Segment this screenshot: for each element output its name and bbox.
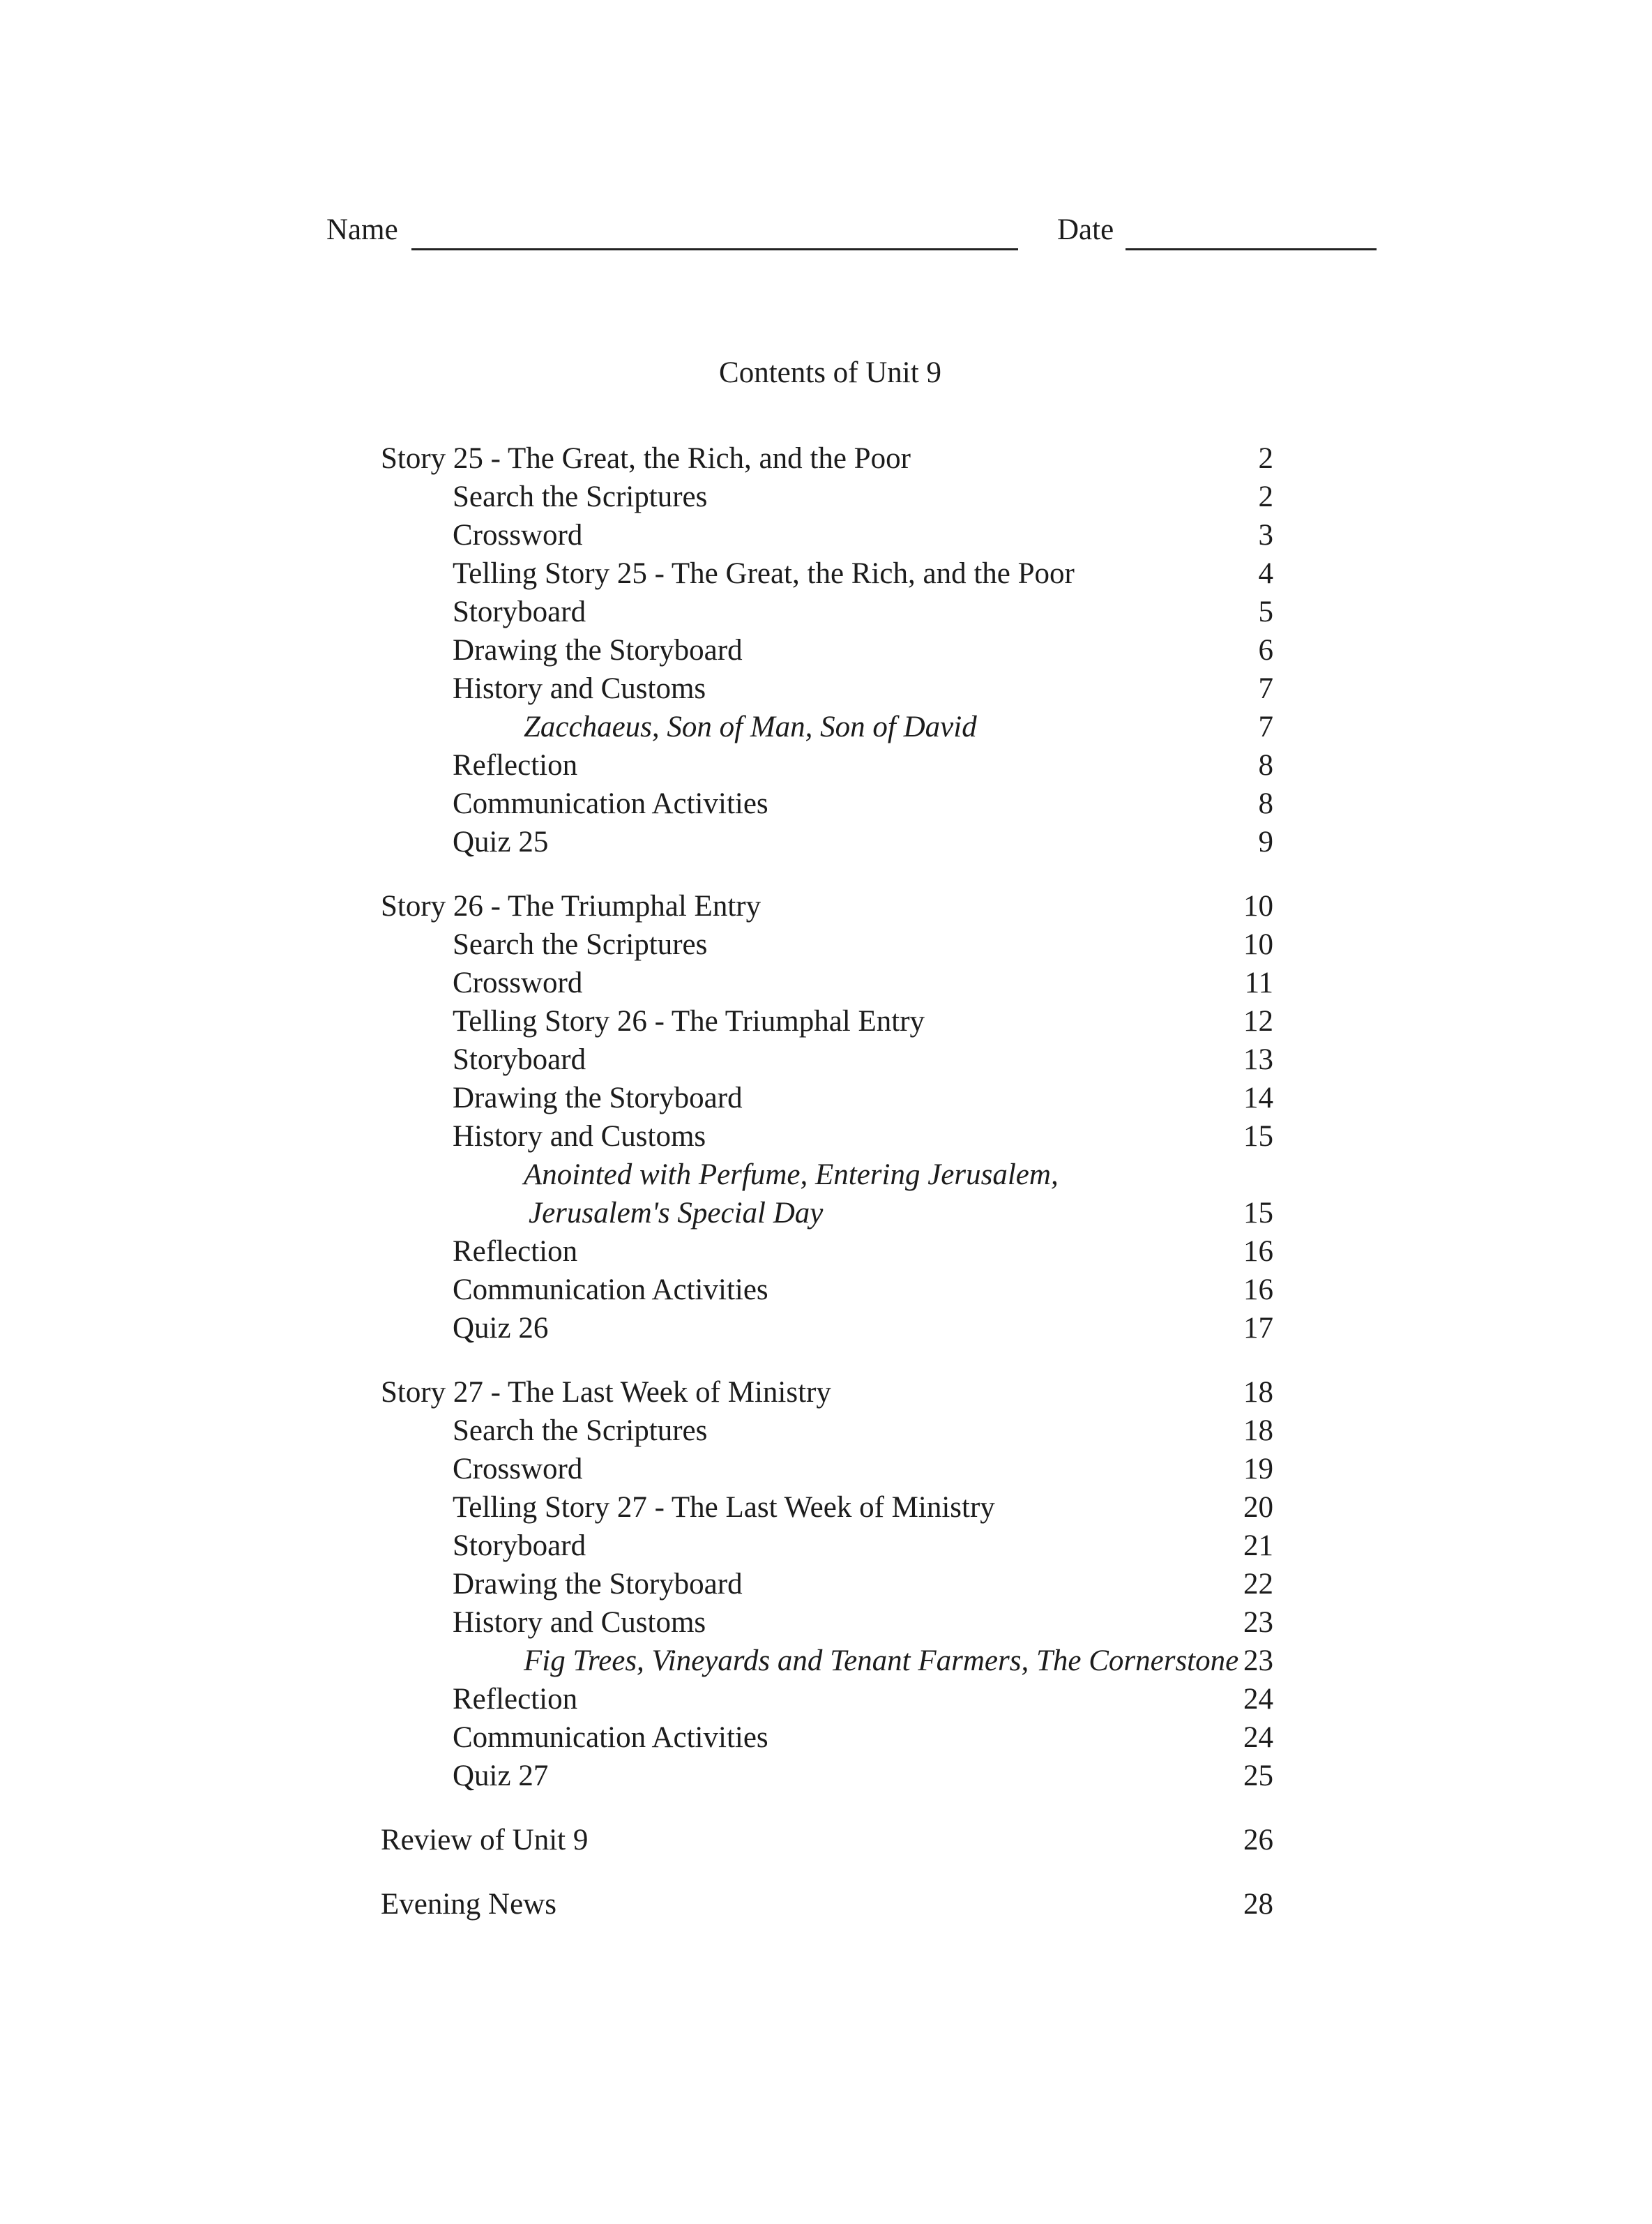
toc-entry bbox=[381, 1117, 1273, 1156]
toc-page-number: 24 bbox=[1243, 1683, 1273, 1716]
page-title: Contents of Unit 9 bbox=[719, 356, 941, 389]
toc-subentry bbox=[381, 708, 1273, 746]
toc-entry-title: Reflection bbox=[453, 1235, 578, 1268]
toc-entry-title: Evening News bbox=[381, 1888, 556, 1921]
toc-entry bbox=[381, 1718, 1273, 1757]
toc-entry bbox=[381, 1680, 1273, 1718]
toc-entry-title: Crossword bbox=[453, 519, 583, 552]
toc-subentry bbox=[381, 1156, 1273, 1194]
toc-entry-title: Communication Activities bbox=[453, 787, 768, 820]
date-label: Date bbox=[1057, 213, 1114, 246]
toc-page-number: 16 bbox=[1243, 1235, 1273, 1268]
toc-page-number: 22 bbox=[1243, 1568, 1273, 1601]
toc-section-entry bbox=[381, 439, 1273, 478]
toc-entry-title: Storyboard bbox=[453, 1043, 586, 1076]
toc-page-number: 5 bbox=[1258, 596, 1273, 628]
toc-subentry bbox=[381, 1642, 1273, 1680]
toc-entry-title: History and Customs bbox=[453, 672, 706, 705]
toc-page-number: 10 bbox=[1243, 890, 1273, 923]
header-fields bbox=[326, 209, 1377, 258]
toc-page-number: 8 bbox=[1258, 749, 1273, 782]
toc-page-number: 28 bbox=[1243, 1888, 1273, 1921]
toc-entry bbox=[381, 925, 1273, 964]
toc-entry-title: Drawing the Storyboard bbox=[453, 1568, 743, 1601]
toc-entry bbox=[381, 1450, 1273, 1488]
toc-entry-title: Story 27 - The Last Week of Ministry bbox=[381, 1376, 831, 1409]
toc-page-number: 26 bbox=[1243, 1824, 1273, 1856]
toc-section-entry bbox=[381, 1373, 1273, 1412]
name-blank-line[interactable] bbox=[411, 248, 1018, 250]
date-blank-line[interactable] bbox=[1126, 248, 1377, 250]
toc-entry-title: Reflection bbox=[453, 1683, 578, 1716]
toc-entry-title: History and Customs bbox=[453, 1606, 706, 1639]
toc-entry-title: Quiz 27 bbox=[453, 1760, 549, 1792]
toc-page-number: 20 bbox=[1243, 1491, 1273, 1524]
toc-entry bbox=[381, 1271, 1273, 1309]
toc-entry bbox=[381, 1488, 1273, 1527]
toc-entry-title: Zacchaeus, Son of Man, Son of David bbox=[524, 711, 977, 743]
toc-page-number: 11 bbox=[1244, 967, 1273, 999]
toc-entry-title: Search the Scriptures bbox=[453, 928, 708, 961]
toc-entry-title: Story 26 - The Triumphal Entry bbox=[381, 890, 761, 923]
toc-entry bbox=[381, 1603, 1273, 1642]
toc-entry bbox=[381, 746, 1273, 785]
toc-entry bbox=[381, 823, 1273, 861]
toc-entry bbox=[381, 593, 1273, 631]
toc-entry bbox=[381, 1757, 1273, 1795]
toc-page-number: 7 bbox=[1258, 672, 1273, 705]
toc-entry-title: Storyboard bbox=[453, 1529, 586, 1562]
toc-page-number: 23 bbox=[1243, 1606, 1273, 1639]
name-label: Name bbox=[326, 213, 398, 246]
toc-entry-title: Telling Story 27 - The Last Week of Ministry bbox=[453, 1491, 995, 1524]
toc-page-number: 2 bbox=[1258, 442, 1273, 475]
toc-entry-title: Fig Trees, Vineyards and Tenant Farmers, The Cornerstone bbox=[524, 1644, 1239, 1677]
toc-entry-title: Quiz 25 bbox=[453, 826, 549, 858]
toc-entry-title: Crossword bbox=[453, 967, 583, 999]
toc-page-number: 15 bbox=[1243, 1120, 1273, 1153]
toc-page-number: 10 bbox=[1243, 928, 1273, 961]
toc-page-number: 18 bbox=[1243, 1414, 1273, 1447]
toc-page-number: 23 bbox=[1243, 1644, 1273, 1677]
toc-page-number: 6 bbox=[1258, 634, 1273, 667]
toc-entry-title: Review of Unit 9 bbox=[381, 1824, 589, 1856]
toc-page-number: 9 bbox=[1258, 826, 1273, 858]
toc-page-number: 7 bbox=[1258, 711, 1273, 743]
toc-page-number: 25 bbox=[1243, 1760, 1273, 1792]
toc-section-entry bbox=[381, 1821, 1273, 1859]
toc-entry-title: Telling Story 26 - The Triumphal Entry bbox=[453, 1005, 925, 1038]
toc-entry bbox=[381, 1527, 1273, 1565]
toc-entry-title: Crossword bbox=[453, 1453, 583, 1485]
toc-page-number: 16 bbox=[1243, 1273, 1273, 1306]
toc-entry-title: Storyboard bbox=[453, 596, 586, 628]
toc-entry bbox=[381, 554, 1273, 593]
toc-entry-title: History and Customs bbox=[453, 1120, 706, 1153]
toc-entry-title: Drawing the Storyboard bbox=[453, 634, 743, 667]
toc-page-number: 19 bbox=[1243, 1453, 1273, 1485]
toc-page-number: 17 bbox=[1243, 1312, 1273, 1345]
toc-entry bbox=[381, 964, 1273, 1002]
toc-page-number: 13 bbox=[1243, 1043, 1273, 1076]
toc-entry bbox=[381, 1412, 1273, 1450]
toc-entry bbox=[381, 1565, 1273, 1603]
toc-page-number: 24 bbox=[1243, 1721, 1273, 1754]
toc-entry bbox=[381, 670, 1273, 708]
toc-entry bbox=[381, 1232, 1273, 1271]
toc-page-number: 12 bbox=[1243, 1005, 1273, 1038]
toc-entry-title: Search the Scriptures bbox=[453, 1414, 708, 1447]
toc-section-entry bbox=[381, 887, 1273, 925]
toc-page-number: 4 bbox=[1258, 557, 1273, 590]
toc-entry-title: Search the Scriptures bbox=[453, 481, 708, 513]
toc-page-number: 18 bbox=[1243, 1376, 1273, 1409]
toc-entry bbox=[381, 785, 1273, 823]
toc-entry bbox=[381, 631, 1273, 670]
toc-entry-title: Anointed with Perfume, Entering Jerusalem, bbox=[524, 1158, 1059, 1191]
toc-entry-title: Communication Activities bbox=[453, 1273, 768, 1306]
toc-entry bbox=[381, 478, 1273, 516]
toc-entry-title: Quiz 26 bbox=[453, 1312, 549, 1345]
toc-subentry bbox=[381, 1194, 1273, 1232]
toc-page-number: 8 bbox=[1258, 787, 1273, 820]
toc-page-number: 15 bbox=[1243, 1197, 1273, 1230]
toc-page-number: 3 bbox=[1258, 519, 1273, 552]
toc-entry bbox=[381, 1079, 1273, 1117]
toc-page-number: 21 bbox=[1243, 1529, 1273, 1562]
toc-entry-title: Drawing the Storyboard bbox=[453, 1082, 743, 1114]
toc-entry-title: Communication Activities bbox=[453, 1721, 768, 1754]
toc-entry-title: Story 25 - The Great, the Rich, and the Poor bbox=[381, 442, 911, 475]
toc-entry bbox=[381, 1002, 1273, 1041]
toc-entry bbox=[381, 1309, 1273, 1347]
toc-entry bbox=[381, 1041, 1273, 1079]
toc-page-number: 2 bbox=[1258, 481, 1273, 513]
toc-entry bbox=[381, 516, 1273, 554]
toc-page-number: 14 bbox=[1243, 1082, 1273, 1114]
toc-section-entry bbox=[381, 1885, 1273, 1923]
toc-entry-title: Reflection bbox=[453, 749, 578, 782]
table-of-contents bbox=[381, 439, 1273, 1923]
toc-entry-title: Jerusalem's Special Day bbox=[529, 1197, 824, 1230]
toc-entry-title: Telling Story 25 - The Great, the Rich, and the Poor bbox=[453, 557, 1075, 590]
